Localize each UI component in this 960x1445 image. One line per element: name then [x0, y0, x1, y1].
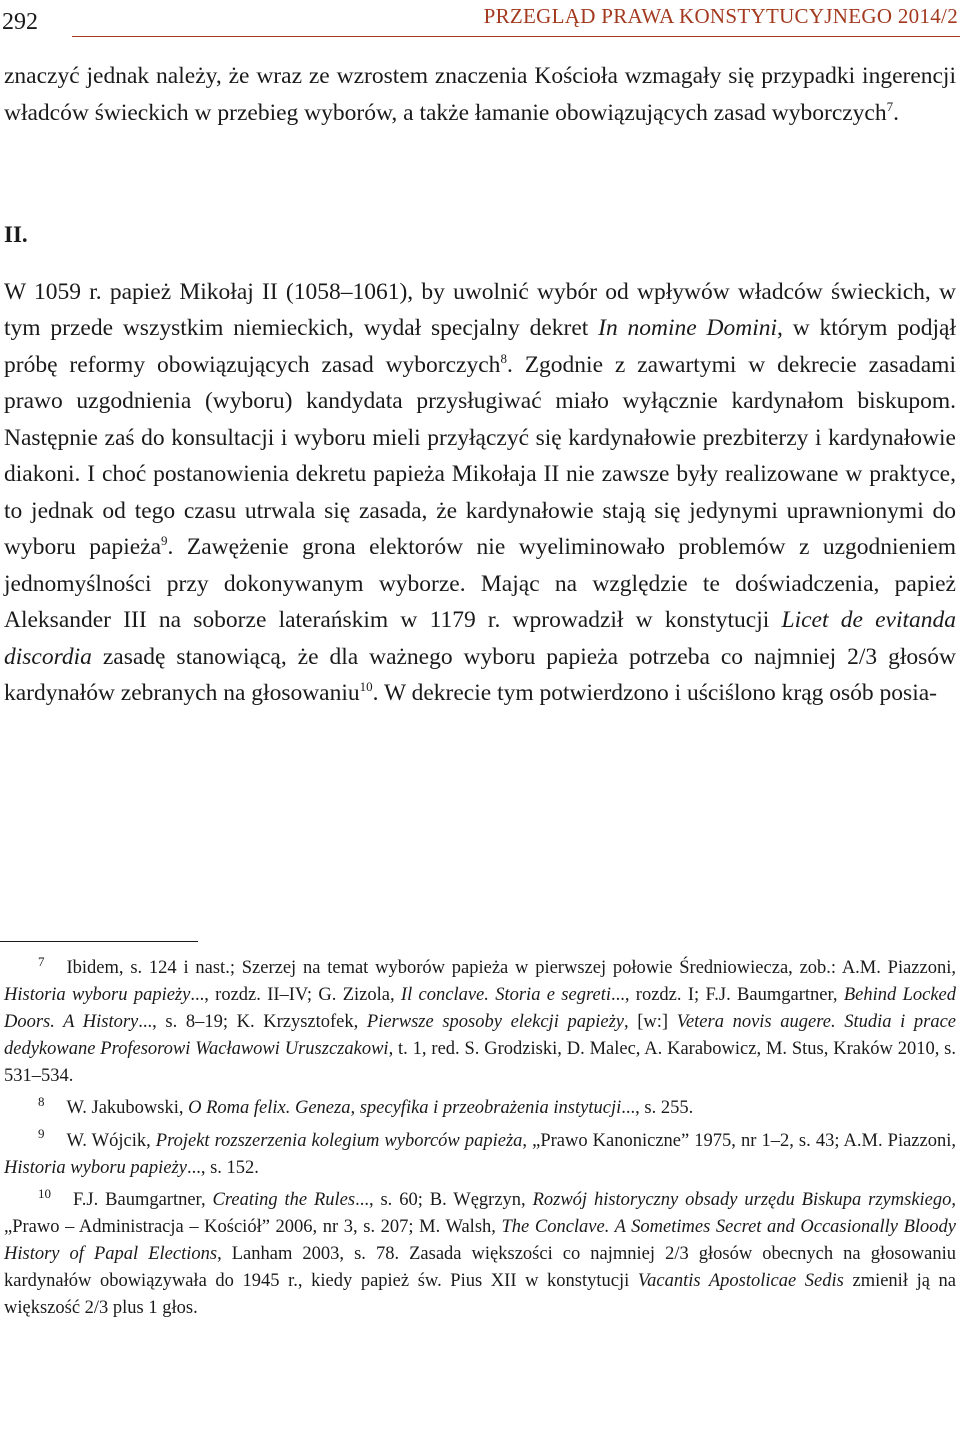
footnote-italic: Vacantis Apostolicae Sedis — [637, 1271, 844, 1292]
paragraph-1 — [4, 58, 956, 131]
paragraph-2-s6: . W dekrecie tym potwierdzono i uściślono krąg osób posia- — [372, 680, 937, 706]
footnote-number: 9 — [38, 1126, 45, 1142]
footnote-number: 10 — [38, 1185, 51, 1201]
footnote-text: W. Wójcik, — [66, 1130, 156, 1151]
section-heading: II. — [4, 222, 28, 247]
footnote-text: F.J. Baumgartner, — [73, 1189, 213, 1210]
footnote-text: ..., s. 255. — [621, 1098, 694, 1119]
footnote-text: , „Prawo Kanoniczne” 1975, nr 1–2, s. 43; A.M. Piazzoni, — [522, 1130, 956, 1151]
footnote-italic: Creating the Rules — [212, 1189, 356, 1210]
footnote-text: ..., rozdz. II–IV; G. Zizola, — [190, 985, 401, 1006]
running-head: PRZEGLĄD PRAWA KONSTYTUCYJNEGO 2014/2 — [483, 4, 958, 28]
footnote-text: ..., s. 152. — [186, 1157, 259, 1178]
footnote-text: , t. 1, red. S. Grodziski, D. Malec, A. Karabowicz, M. Stus, Kraków 2010, s. 531–534. — [4, 1039, 956, 1087]
paragraph-2-s1: W 1059 r. papież Mikołaj II (1058–1061), by uwolnić wybór od wpływów władców świeckich, w tym przede wszystkim niemieckich, wydał specjalny dekret — [4, 278, 956, 341]
footnote-number: 7 — [38, 953, 45, 969]
footnote-text: ..., s. 8–19; K. Krzysztofek, — [138, 1012, 367, 1033]
header-rule — [72, 36, 960, 37]
footnote-italic: Vetera novis augere. Studia i prace dedykowane Profesorowi Wacławowi Uruszczakowi — [4, 1012, 956, 1060]
footnote-italic: Projekt rozszerzenia kolegium wyborców papieża — [155, 1130, 523, 1151]
paragraph-2-s2: , w którym podjął próbę reformy obowiązujących zasad wyborczych — [4, 315, 957, 378]
paragraph-2-italic-1: In nomine Domini — [598, 315, 778, 341]
page-number: 292 — [2, 9, 38, 35]
footnote-text: W. Jakubowski, — [66, 1098, 189, 1119]
footnote-9 — [4, 1128, 956, 1182]
footnote-text: , [w:] — [623, 1012, 677, 1033]
paragraph-2-s3: . Zgodnie z zawartymi w dekrecie zasadami prawo uzgodnienia (wyboru) kandydata przysługiwać miało wyłącznie kardynałom biskupom. Następnie zaś do konsultacji i wyboru mieli przyłączyć się kardynałowie prezbiterzy i kardynałowie diakoni. I choć postanowienia dekretu papieża Mikołaja II nie zawsze były realizowane w praktyce, to jednak od tego czasu utrwala się zasada, że kardynałowie stają się jedynymi uprawnionymi do wyboru papieża — [4, 351, 956, 560]
footnote-ref-9[interactable]: 9 — [161, 533, 168, 549]
paragraph-2 — [4, 274, 956, 712]
footnotes — [4, 955, 956, 1322]
footnote-text: , „Prawo – Administracja – Kościół” 2006, nr 3, s. 207; M. Walsh, — [4, 1189, 957, 1237]
footnote-italic: The Conclave. A Sometimes Secret and Occasionally Bloody History of Papal Elections — [4, 1216, 957, 1264]
paragraph-2-s5: zasadę stanowiącą, że dla ważnego wyboru papieża potrzeba co najmniej 2/3 głosów kardynałów zebranych na głosowaniu — [4, 643, 956, 706]
footnote-ref-8[interactable]: 8 — [500, 350, 507, 366]
footnote-7 — [4, 955, 956, 1090]
paragraph-1-end: . — [893, 99, 899, 126]
footnote-text: ..., s. 60; B. Węgrzyn, — [355, 1189, 533, 1210]
footnote-text: , Lanham 2003, s. 78. Zasada większości co najmniej 2/3 głosów obecnych na głosowaniu kardynałów obowiązywała do 1945 r., kiedy papież św. Pius XII w konstytucji — [4, 1243, 956, 1292]
footnote-8 — [4, 1095, 956, 1122]
footnote-italic: Pierwsze sposoby elekcji papieży — [366, 1012, 624, 1033]
footnote-italic: Historia wyboru papieży — [4, 1157, 187, 1178]
page-header — [0, 0, 960, 48]
footnote-italic: Historia wyboru papieży — [4, 985, 191, 1006]
footnote-italic: Il conclave. Storia e segreti — [400, 985, 611, 1006]
footnote-ref-10[interactable]: 10 — [359, 679, 373, 695]
footnote-rule — [0, 941, 198, 942]
paragraph-2-italic-2: Licet de evitanda discordia — [4, 607, 956, 670]
footnote-number: 8 — [38, 1094, 45, 1110]
footnote-10 — [4, 1187, 956, 1322]
footnote-ref-7[interactable]: 7 — [886, 98, 894, 114]
footnote-text: Ibidem, s. 124 i nast.; Szerzej na temat wyborów papieża w pierwszej połowie Średniowiecza, zob.: A.M. Piazzoni, — [66, 958, 956, 978]
footnote-text: zmienił ją na większość 2/3 plus 1 głos. — [4, 1271, 957, 1319]
footnote-italic: O Roma felix. Geneza, specyfika i przeobrażenia instytucji — [188, 1098, 622, 1119]
body-text — [4, 58, 956, 712]
paragraph-2-s4: . Zawężenie grona elektorów nie wyeliminowało problemów z uzgodnieniem jednomyślności przy dokonywanym wyborze. Mając na względzie te doświadczenia, papież Aleksander III na soborze laterańskim w 1179 r. wprowadził w konstytucji — [4, 534, 956, 633]
footnote-italic: Behind Locked Doors. A History — [4, 985, 956, 1033]
paragraph-1-text: znaczyć jednak należy, że wraz ze wzrostem znaczenia Kościoła wzmagały się przypadki ingerencji władców świeckich w przebieg wyborów, a także łamanie obowiązujących zasad wyborczych — [4, 63, 956, 126]
footnote-italic: Rozwój historyczny obsady urzędu Biskupa rzymskiego — [532, 1189, 952, 1210]
footnote-text: ..., rozdz. I; F.J. Baumgartner, — [610, 985, 844, 1006]
